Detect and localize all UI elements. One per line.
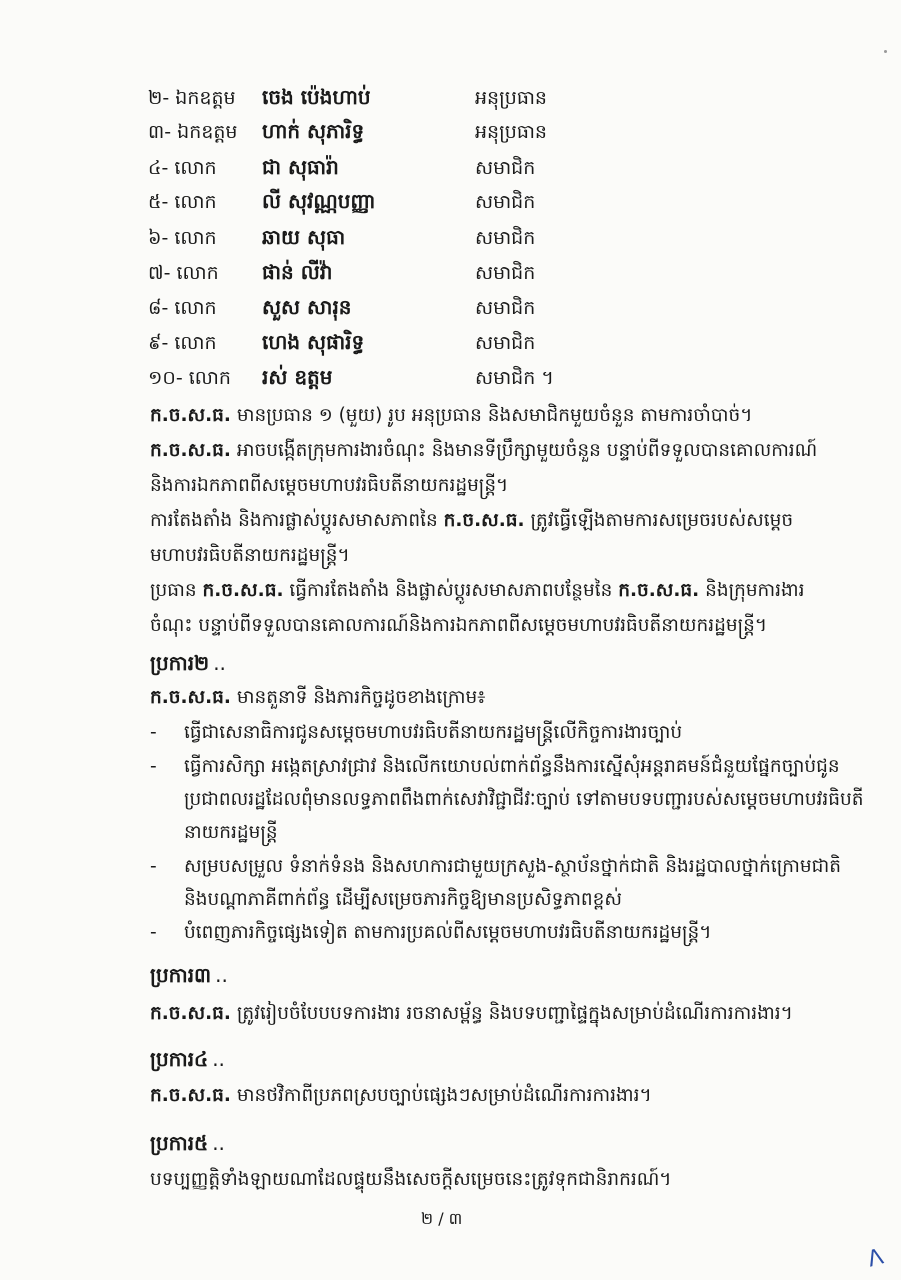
bullet-text: ធ្វើការសិក្សា អង្កេតស្រាវជ្រាវ និងលើកយោបល់ពាក់ព័ន្ធនឹងការស្នើសុំអន្តរាគមន៍ជំនួយផ្នែកច្បាប់ជូនប្រជាពលរដ្ឋដែលពុំមានលទ្ធភាពពឹងពាក់សេវាវិជ្ជាជីវៈច្បាប់ ទៅតាមបទបញ្ជារបស់សម្តេចមហាបវរធិបតីនាយករដ្ឋមន្ត្រី [184, 756, 864, 843]
committee-abbr: ក.ច.ស.ធ. [150, 687, 231, 708]
article-dots: .. [215, 963, 228, 987]
committee-abbr: ក.ច.ស.ធ. [150, 1085, 231, 1106]
committee-abbr: ក.ច.ស.ធ. [150, 1003, 231, 1024]
bullet-item [150, 716, 850, 750]
paragraph-text: ធ្វើការតែងតាំង និងផ្លាស់ប្តូរសមាសភាពបន្ថែមនៃ [289, 580, 613, 601]
bullet-item [150, 916, 850, 950]
member-row [0, 292, 901, 326]
paragraph-text: អាចបង្កើតក្រុមការងារចំណុះ និងមានទីប្រឹក្សាមួយចំនួន បន្ទាប់ពីទទួលបានគោលការណ៍ និងការឯកភាពពីសម្តេចមហាបវរធិបតីនាយករដ្ឋមន្ត្រី។ [150, 440, 818, 496]
member-role: អនុប្រធាន [475, 121, 547, 143]
member-role: សមាជិក [475, 227, 536, 249]
article-text [150, 1162, 830, 1197]
member-name: ជា សុធារ៉ា [262, 155, 339, 179]
member-role: សមាជិក [475, 191, 536, 213]
paragraph-text: មានថវិកាពីប្រភពស្របច្បាប់ផ្សេងៗសម្រាប់ដំណើរការការងារ។ [236, 1085, 652, 1106]
paragraph-text: ត្រូវធ្វើឡើងតាមការសម្រេចរបស់សម្តេចមហាបវរធិបតីនាយករដ្ឋមន្ត្រី។ [150, 510, 794, 566]
member-number: ១០- លោក [148, 367, 231, 389]
bullet-text: ធ្វើជាសេនាធិការជូនសម្តេចមហាបវរធិបតីនាយករដ្ឋមន្ត្រីលើកិច្ចការងារច្បាប់ [184, 722, 683, 743]
member-role: សមាជិក [475, 297, 536, 319]
member-role: សមាជិក [475, 262, 536, 284]
committee-abbr: ក.ច.ស.ធ. [443, 510, 525, 531]
member-role: សមាជិក ។ [475, 367, 554, 389]
bullet-text: បំពេញភារកិច្ចផ្សេងទៀត តាមការប្រគល់ពីសម្តេចមហាបវរធិបតីនាយករដ្ឋមន្ត្រី។ [184, 922, 712, 943]
article-dots: .. [212, 1047, 225, 1071]
member-number: ៨- លោក [148, 297, 217, 319]
member-name: លី សុវណ្ណបញ្ញា [262, 189, 376, 213]
article-dots: .. [212, 1131, 225, 1155]
member-name: ហេង សុផារិទ្ធ [262, 330, 365, 354]
member-row [0, 116, 901, 150]
article-text [150, 996, 830, 1031]
member-name: ចេង ប៉េងហាប់ [262, 85, 371, 109]
member-role: អនុប្រធាន [475, 87, 547, 109]
article-title: ប្រការ៣ [150, 963, 212, 987]
paragraph-text: ត្រូវរៀបចំបែបបទការងារ រចនាសម្ព័ន្ធ និងបទបញ្ជាផ្ទៃក្នុងសម្រាប់ដំណើរការការងារ។ [236, 1003, 793, 1024]
article-title: ប្រការ២ [150, 651, 210, 675]
member-name: ផាន់ លីវ៉ា [262, 260, 333, 284]
article-intro [150, 680, 830, 715]
member-name: សួស សារុន [262, 295, 352, 319]
handwritten-initial-icon: ⴷ [865, 1244, 887, 1273]
member-number: ៧- លោក [148, 262, 219, 284]
member-row [0, 186, 901, 220]
member-number: ៥- លោក [148, 191, 217, 213]
member-number: ៩- លោក [148, 332, 217, 354]
member-row [0, 327, 901, 361]
member-number: ២- ឯកឧត្តម [148, 87, 236, 109]
article-dots: .. [213, 651, 226, 675]
dash-marker: - [150, 756, 157, 777]
member-row [0, 82, 901, 116]
bullet-item [150, 850, 850, 916]
paragraph-text: ការតែងតាំង និងការផ្លាស់ប្តូរសមាសភាពនៃ [150, 510, 438, 531]
scan-speck [884, 50, 887, 53]
member-number: ៣- ឯកឧត្តម [148, 121, 238, 143]
paragraph-text: និងក្រុមការងារចំណុះ បន្ទាប់ពីទទួលបានគោលការណ៍និងការឯកភាពពីសម្តេចមហាបវរធិបតីនាយករដ្ឋមន្ត្រី។ [150, 580, 805, 636]
member-number: ៤- លោក [148, 157, 217, 179]
page-number: ២ / ៣ [421, 1209, 463, 1228]
committee-abbr: ក.ច.ស.ធ. [618, 580, 700, 601]
bullet-text: សម្របសម្រួល ទំនាក់ទំនង និងសហការជាមួយក្រសួង-ស្ថាប័នថ្នាក់ជាតិ និងរដ្ឋបាលថ្នាក់ក្រោមជាតិ និងបណ្តាភាគីពាក់ព័ន្ធ ដើម្បីសម្រេចភារកិច្ចឱ្យមានប្រសិទ្ធភាពខ្ពស់ [184, 856, 842, 910]
member-role: សមាជិក [475, 157, 536, 179]
member-number: ៦- លោក [148, 227, 217, 249]
paragraph-text: បទប្បញ្ញត្តិទាំងឡាយណាដែលផ្ទុយនឹងសេចក្តីសម្រេចនេះត្រូវទុកជានិរាករណ៍។ [150, 1169, 672, 1190]
bullet-item [150, 750, 864, 850]
paragraph-composition [150, 398, 830, 433]
paragraph-appointment [150, 503, 830, 573]
committee-abbr: ក.ច.ស.ធ. [150, 405, 231, 426]
committee-abbr: ក.ច.ស.ធ. [202, 580, 284, 601]
member-role: សមាជិក [475, 332, 536, 354]
article-heading [150, 1046, 225, 1076]
article-text [150, 1078, 830, 1113]
article-heading [150, 650, 226, 680]
member-row [0, 152, 901, 186]
article-heading [150, 1130, 225, 1160]
member-row [0, 362, 901, 396]
member-name: ឆាយ សុធា [262, 225, 346, 249]
paragraph-chair-authority [150, 573, 830, 643]
dash-marker: - [150, 722, 157, 743]
paragraph-text: ប្រធាន [150, 580, 197, 601]
member-name: ហាក់ សុភារិទ្ធ [262, 119, 365, 143]
article-heading [150, 962, 228, 992]
dash-marker: - [150, 856, 157, 877]
member-name: រស់ ឧត្តម [262, 365, 333, 389]
article-title: ប្រការ៤ [150, 1047, 209, 1071]
committee-abbr: ក.ច.ស.ធ. [150, 440, 231, 461]
member-row [0, 257, 901, 291]
paragraph-working-groups [150, 433, 830, 503]
member-row [0, 222, 901, 256]
paragraph-text: មានតួនាទី និងភារកិច្ចដូចខាងក្រោម៖ [236, 687, 486, 708]
dash-marker: - [150, 922, 157, 943]
article-title: ប្រការ៥ [150, 1131, 209, 1155]
paragraph-text: មានប្រធាន ១ (មួយ) រូប អនុប្រធាន និងសមាជិកមួយចំនួន តាមការចាំបាច់។ [236, 405, 753, 426]
